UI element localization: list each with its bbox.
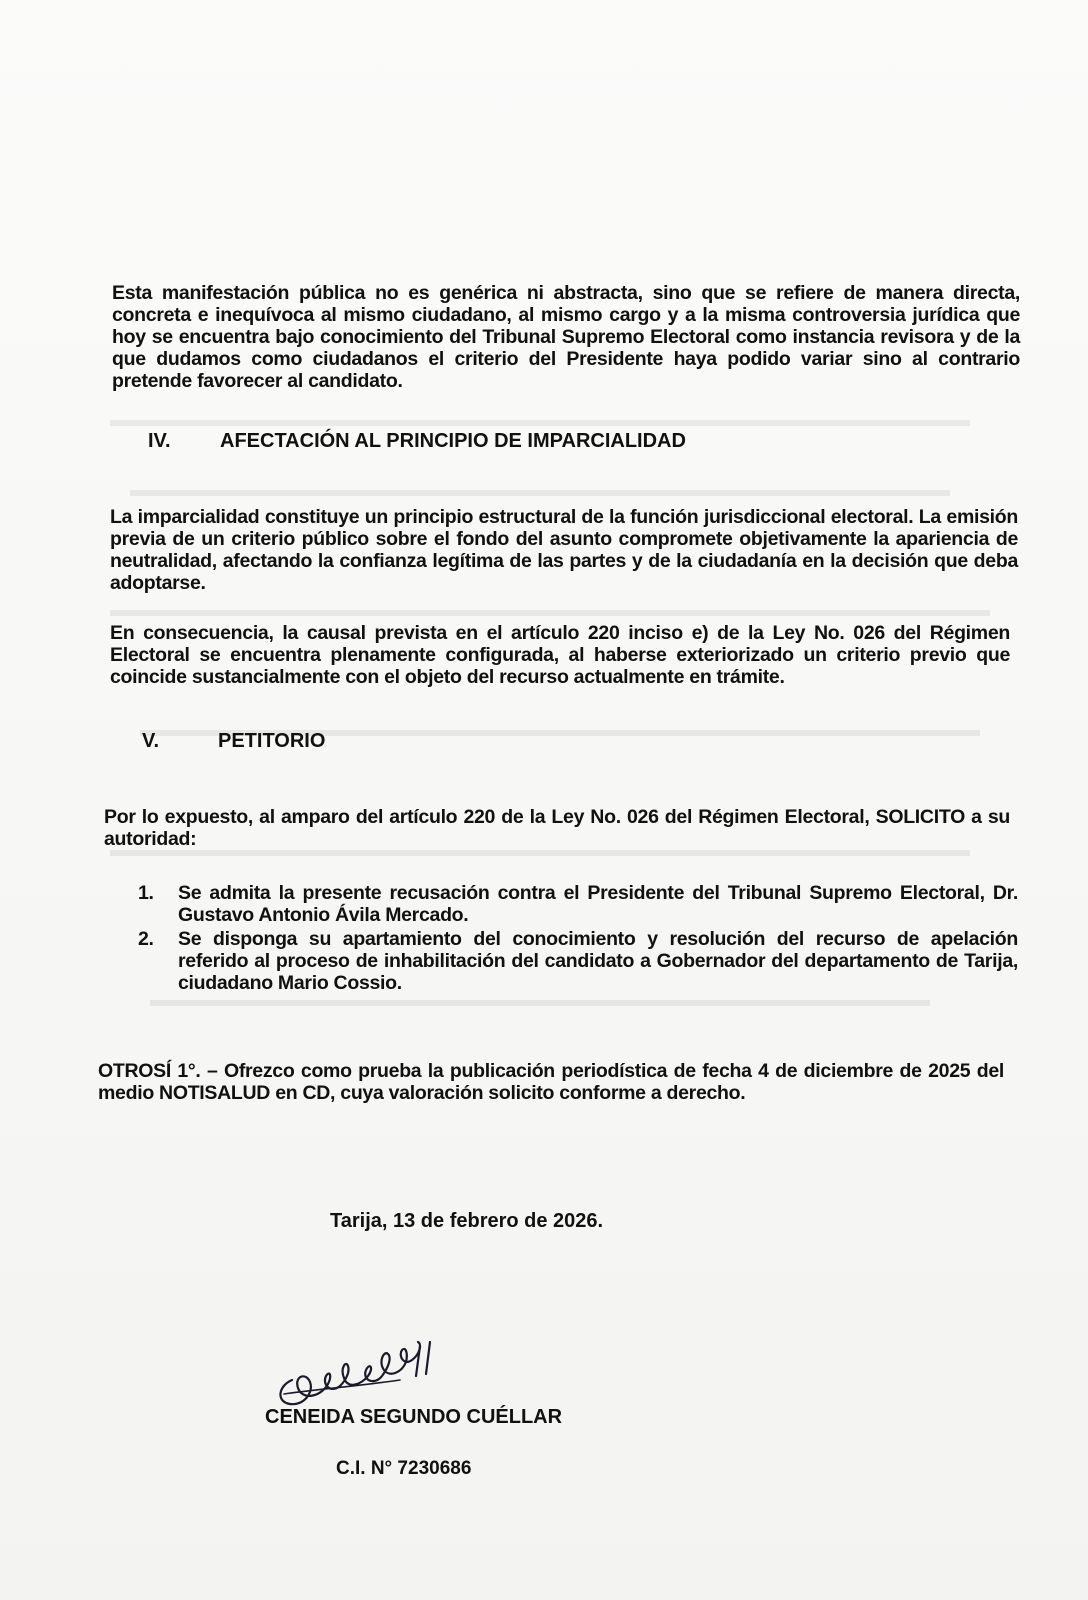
handwritten-signature: [270, 1336, 450, 1412]
section-iv-title: AFECTACIÓN AL PRINCIPIO DE IMPARCIALIDAD: [220, 430, 686, 452]
petition-item: [138, 882, 1018, 926]
section-v-title: PETITORIO: [218, 730, 326, 752]
paragraph-impartiality: La imparcialidad constituye un principio estructural de la función jurisdiccional electoral. La emisión previa de un criterio público sobre el fondo del asunto compromete objetivamente la apariencia de neutralidad, afectando la confianza legítima de las partes y de la ciudadanía en la decisión que deba adoptarse.: [110, 505, 1018, 594]
petition-list: [138, 882, 1018, 996]
paragraph-petition-intro: Por lo expuesto, al amparo del artículo 220 de la Ley No. 026 del Régimen Electoral, SOLICITO a su autoridad:: [104, 805, 1010, 850]
signer-name: CENEIDA SEGUNDO CUÉLLAR: [265, 1406, 563, 1428]
signer-id: C.I. N° 7230686: [336, 1458, 472, 1479]
paragraph-public-statement: Esta manifestación pública no es genérica ni abstracta, sino que se refiere de manera directa, concreta e inequívoca al mismo ciudadano, al mismo cargo y a la misma controversia jurídica que hoy se encuentra bajo conocimiento del Tribunal Supremo Electoral como instancia revisora y de la que dudamos como ciudadanos el criterio del Presidente haya podido variar sino al contrario pretende favorecer al candidato.: [112, 281, 1020, 392]
paragraph-consequence: En consecuencia, la causal prevista en el artículo 220 inciso e) de la Ley No. 026 del Régimen Electoral se encuentra plenamente configurada, al haberse exteriorizado un criterio previo que coincide sustancialmente con el objeto del recurso actualmente en trámite.: [110, 621, 1010, 688]
section-iv-number: IV.: [148, 430, 171, 452]
petition-text: Se disponga su apartamiento del conocimiento y resolución del recurso de apelación referido al proceso de inhabilitación del candidato a Gobernador del departamento de Tarija, ciudadano Mario Cossio.: [178, 928, 1018, 994]
petition-text: Se admita la presente recusación contra el Presidente del Tribunal Supremo Electoral, Dr. Gustavo Antonio Ávila Mercado.: [178, 882, 1018, 926]
petition-number: 2.: [138, 928, 154, 950]
petition-item: [138, 928, 1018, 994]
date-line: Tarija, 13 de febrero de 2026.: [330, 1210, 604, 1232]
section-v-number: V.: [142, 730, 160, 752]
petition-number: 1.: [138, 882, 154, 904]
otrosi-paragraph: OTROSÍ 1°. – Ofrezco como prueba la publicación periodística de fecha 4 de diciembre de 2025 del medio NOTISALUD en CD, cuya valoración solicito conforme a derecho.: [98, 1059, 1004, 1104]
